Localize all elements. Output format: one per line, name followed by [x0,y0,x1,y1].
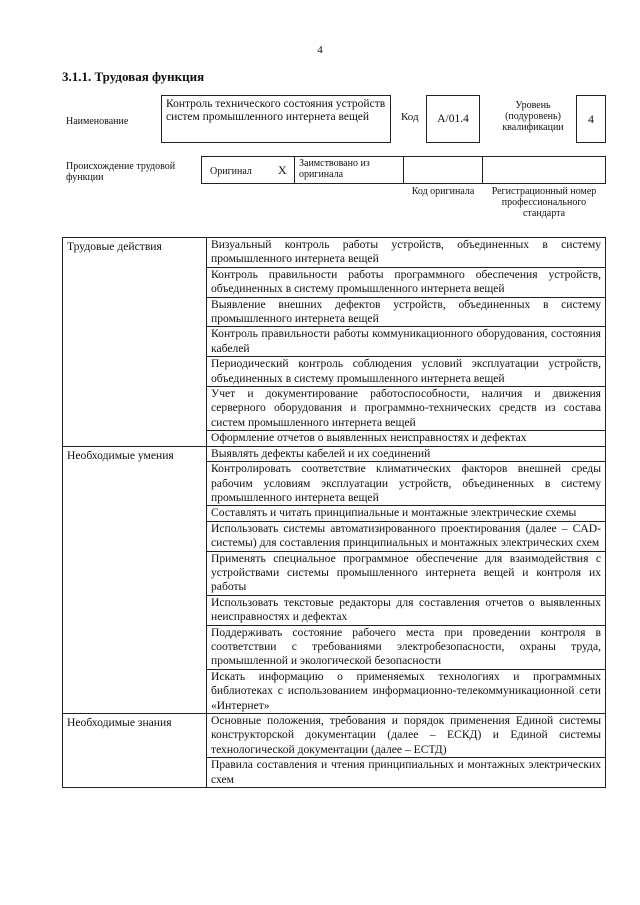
borrowed-label: Заимствовано из оригинала [294,156,404,184]
table-row [63,714,606,758]
section-label: Необходимые знания [63,714,207,788]
page-number: 4 [317,44,323,56]
section-label: Трудовые действия [63,238,207,447]
requirement-item: Использовать системы автоматизированного проектирования (далее – CAD-системы) для составления принципиальных и монтажных электрических схем [207,521,606,551]
requirement-item: Контроль правильности работы программного обеспечения устройств, объединенных в систему промышленного интернета вещей [207,267,606,297]
orig-code-label: Код оригинала [411,186,475,197]
requirement-item: Искать информацию о применяемых технологиях и программных библиотеках с использованием информационно-телекоммуникационной сети «Интернет» [207,669,606,713]
requirement-item: Основные положения, требования и порядок применения Единой системы конструкторской документации (далее – ЕСКД) и Единой системы технологической документации (далее – ЕСТД) [207,714,606,758]
original-box [201,156,295,184]
requirement-item: Контроль правильности работы коммуникационного оборудования, состояния кабелей [207,327,606,357]
origin-label: Происхождение трудовой функции [66,161,176,183]
level-label: Уровень (подуровень) квалификации [502,100,564,133]
requirement-item: Учет и документирование работоспособности, наличия и движения серверного оборудования и программно-технических средств из состава систем промышленного интернета вещей [207,387,606,431]
code-label: Код [401,111,419,123]
requirement-item: Составлять и читать принципиальные и монтажные электрические схемы [207,506,606,521]
reg-number-label: Регистрационный номер профессионального стандарта [491,186,597,219]
level-value: 4 [576,95,606,143]
requirement-item: Выявление внешних дефектов устройств, объединенных в систему промышленного интернета вещей [207,297,606,327]
function-name: Контроль технического состояния устройств систем промышленного интернета вещей [161,95,391,143]
original-label: Оригинал [210,166,252,177]
table-row [63,238,606,268]
requirement-item: Оформление отчетов о выявленных неисправностях и дефектах [207,431,606,446]
reg-number-box [482,156,606,184]
requirement-item: Поддерживать состояние рабочего места при проведении контроля в соответствии с требованиями электробезопасности, охраны труда, промышленной и экологической безопасности [207,625,606,669]
code-value: A/01.4 [426,95,480,143]
section-title: 3.1.1. Трудовая функция [62,69,205,84]
section-label: Необходимые умения [63,446,207,713]
requirement-item: Визуальный контроль работы устройств, объединенных в систему промышленного интернета вещей [207,238,606,268]
requirement-item: Периодический контроль соблюдения условий эксплуатации устройств, объединенных в систему промышленного интернета вещей [207,357,606,387]
requirement-item: Выявлять дефекты кабелей и их соединений [207,446,606,461]
requirement-item: Контролировать соответствие климатических факторов внешней среды рабочим условиям эксплуатации устройств, объединенных в систему промышленного интернета вещей [207,462,606,506]
orig-code-box [403,156,483,184]
requirement-item: Правила составления и чтения принципиальных и монтажных электрических схем [207,758,606,788]
requirements-table [62,237,606,788]
name-label: Наименование [66,116,129,127]
original-mark: X [278,163,287,177]
requirement-item: Применять специальное программное обеспечение для взаимодействия с устройствами системы промышленного интернета вещей и контроля их работы [207,551,606,595]
requirement-item: Использовать текстовые редакторы для составления отчетов о выявленных неисправностях и дефектах [207,595,606,625]
table-row [63,446,606,461]
